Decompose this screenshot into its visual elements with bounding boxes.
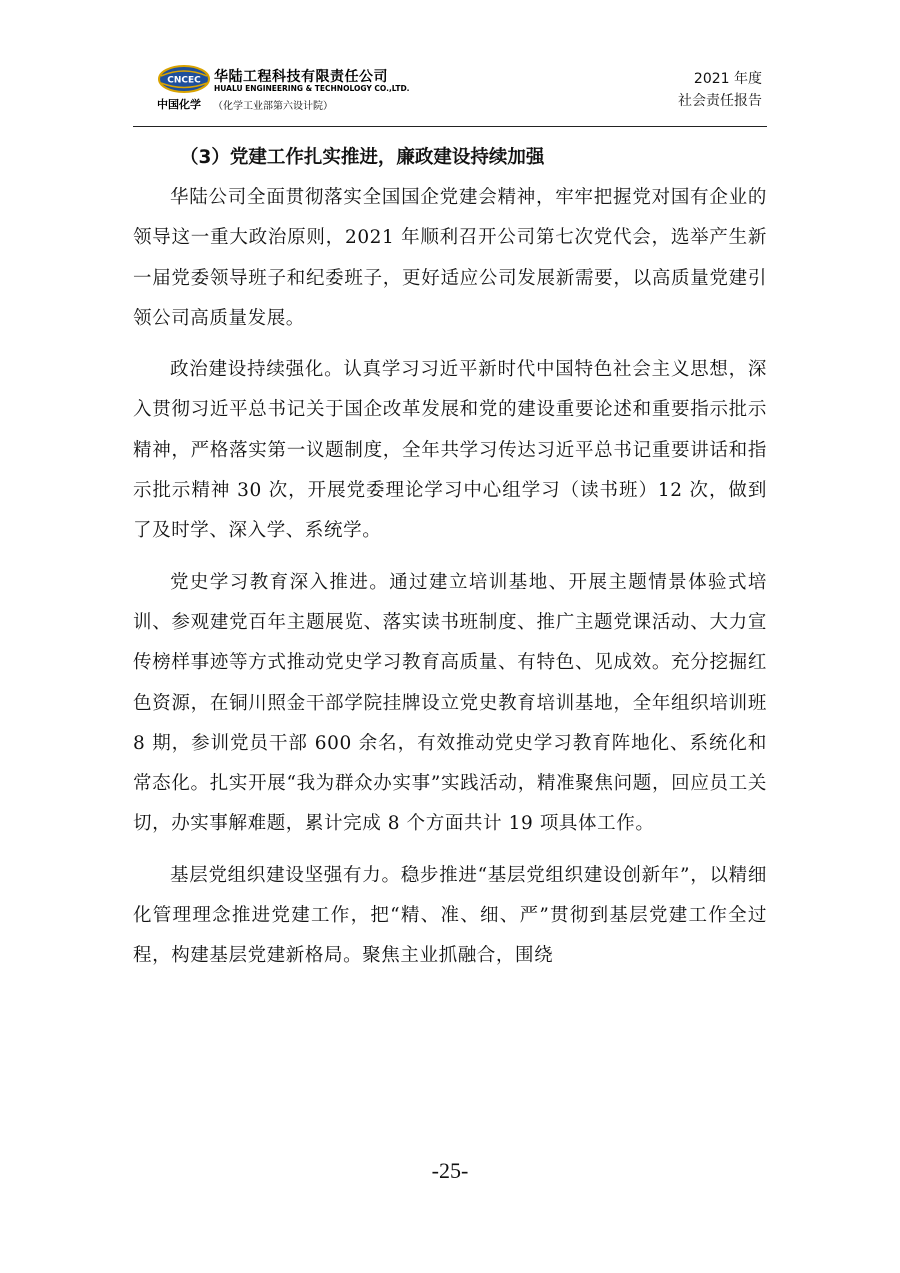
report-name: 社会责任报告 <box>678 93 762 109</box>
paragraph: 华陆公司全面贯彻落实全国国企党建会精神，牢牢把握党对国有企业的领导这一重大政治原则，2021 年顺利召开公司第七次党代会，选举产生新一届党委领导班子和纪委班子，更好适应公司发展新需要，以高质量党建引领公司高质量发展。 <box>133 187 767 329</box>
company-subtitle: （化学工业部第六设计院） <box>213 101 333 112</box>
report-year: 2021 年度 <box>693 71 762 87</box>
brand-name: 中国化学 <box>157 98 201 111</box>
page-number: -25- <box>431 1158 469 1183</box>
page-body <box>133 138 767 988</box>
company-name-en: HUALU ENGINEERING & TECHNOLOGY CO.,LTD. <box>214 84 410 93</box>
company-name-cn: 华陆工程科技有限责任公司 <box>214 69 388 85</box>
paragraph: 党史学习教育深入推进。通过建立培训基地、开展主题情景体验式培训、参观建党百年主题展览、落实读书班制度、推广主题党课活动、大力宣传榜样事迹等方式推动党史学习教育高质量、有特色、见成效。充分挖掘红色资源，在铜川照金干部学院挂牌设立党史教育培训基地，全年组织培训班 8 期，参训党员干部 600 余名，有效推动党史学习教育阵地化、系统化和常态化。扎实开展“我为群众办实事”实践活动，精准聚焦问题，回应员工关切，办实事解难题，累计完成 8 个方面共计 19 项具体工作。 <box>133 571 767 835</box>
paragraph: 基层党组织建设坚强有力。稳步推进“基层党组织建设创新年”，以精细化管理理念推进党建工作，把“精、准、细、严”贯彻到基层党建工作全过程，构建基层党建新格局。聚焦主业抓融合，围绕 <box>133 864 767 967</box>
header-divider <box>133 126 767 127</box>
section-heading: （3）党建工作扎实推进，廉政建设持续加强 <box>180 147 545 168</box>
page-header <box>0 0 900 130</box>
cncec-logo-icon <box>157 64 211 94</box>
paragraph: 政治建设持续强化。认真学习习近平新时代中国特色社会主义思想，深入贯彻习近平总书记关于国企改革发展和党的建设重要论述和重要指示批示精神，严格落实第一议题制度，全年共学习传达习近平总书记重要讲话和指示批示精神 30 次，开展党委理论学习中心组学习（读书班）12 次，做到了及时学、深入学、系统学。 <box>133 359 767 542</box>
logo-emblem-text: CNCEC <box>167 75 201 86</box>
